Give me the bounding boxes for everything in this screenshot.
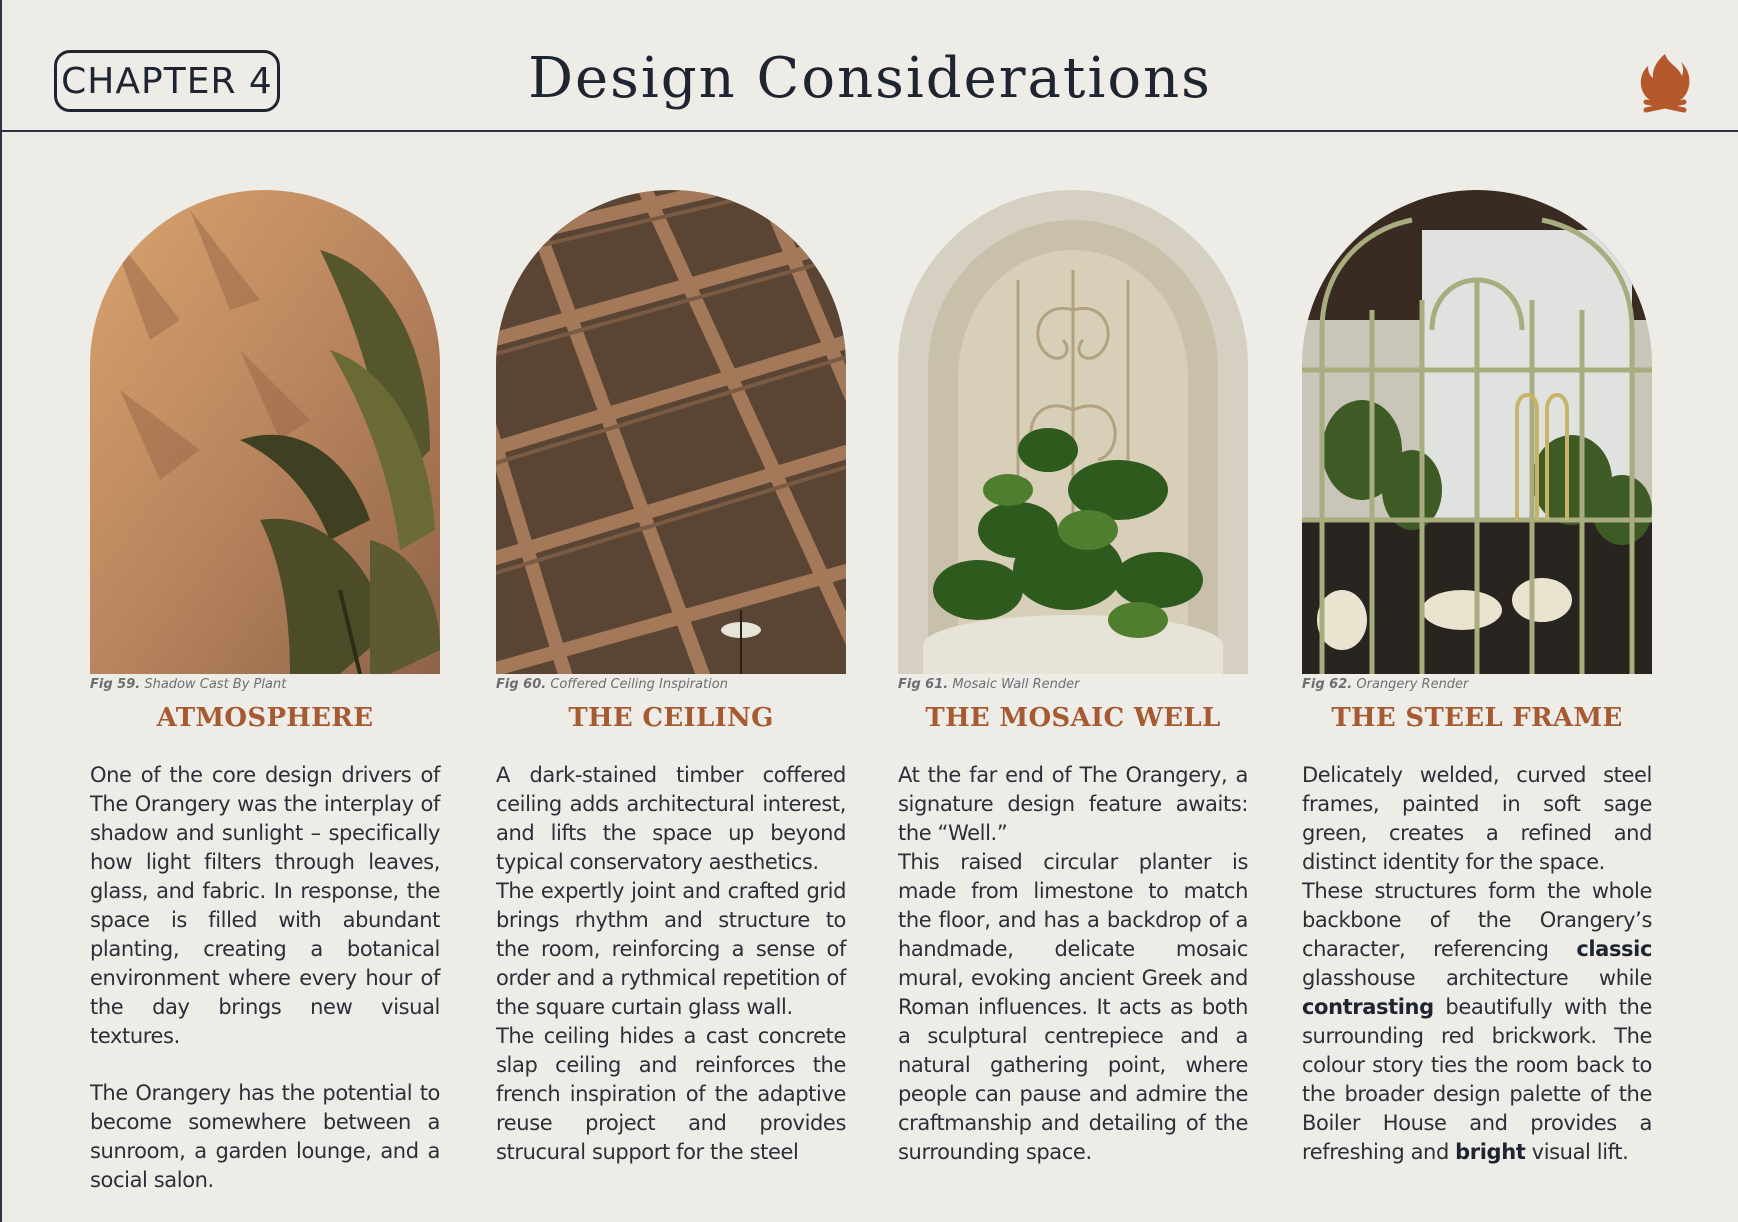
section-body — [90, 761, 440, 1195]
column-ceiling — [496, 190, 846, 1167]
section-heading: THE CEILING — [568, 703, 774, 733]
body-paragraph: The ceiling hides a cast concrete slap ceiling and reinforces the french inspiration of the adaptive reuse project and provides strucural support for the steel — [496, 1024, 846, 1164]
coffered-ceiling-image — [496, 190, 846, 674]
page-title: Design Considerations — [528, 46, 1212, 111]
body-paragraph: A dark-stained timber coffered ceiling adds architectural interest, and lifts the space up beyond typical conservatory aesthetics. — [496, 763, 846, 874]
body-paragraph: These structures form the whole backbone of the Orangery’s character, referencing classic glasshouse architecture while contrasting beautifully with the surrounding red brickwork. The colour story ties the room back to the broader design palette of the Boiler House and provides a refreshing and bright visual lift. — [1302, 879, 1652, 1164]
section-heading: ATMOSPHERE — [156, 703, 374, 733]
emphasis-classic: classic — [1576, 937, 1652, 961]
section-heading: THE MOSAIC WELL — [925, 703, 1221, 733]
figure-orangery-render — [1302, 190, 1652, 674]
section-body — [496, 761, 846, 1167]
header-divider — [0, 130, 1738, 132]
figure-shadow-plant — [90, 190, 440, 674]
section-heading: THE STEEL FRAME — [1331, 703, 1623, 733]
figure-mosaic-wall — [898, 190, 1248, 674]
figure-caption: Fig 60. Coffered Ceiling Inspiration — [496, 677, 728, 692]
column-atmosphere — [90, 190, 440, 1195]
flame-icon — [1638, 52, 1692, 114]
page-left-border — [0, 0, 2, 1222]
body-paragraph: The Orangery has the potential to become somewhere between a sunroom, a garden lounge, and a social salon. — [90, 1081, 440, 1192]
figure-caption: Fig 59. Shadow Cast By Plant — [90, 677, 287, 692]
figure-coffered-ceiling — [496, 190, 846, 674]
orangery-render-image — [1302, 190, 1652, 674]
emphasis-contrasting: contrasting — [1302, 995, 1434, 1019]
body-paragraph: One of the core design drivers of The Orangery was the interplay of shadow and sunlight – specifically how light filters through leaves, glass, and fabric. In response, the space is filled with abundant planting, creating a botanical environment where every hour of the day brings new visual textures. — [90, 763, 440, 1048]
body-paragraph: This raised circular planter is made from limestone to match the floor, and has a backdrop of a handmade, delicate mosaic mural, evoking ancient Greek and Roman influences. It acts as both a sculptural centrepiece and a natural gathering point, where people can pause and admire the craftmanship and detailing of the surrounding space. — [898, 850, 1248, 1164]
section-body — [898, 761, 1248, 1167]
body-paragraph: Delicately welded, curved steel frames, painted in soft sage green, creates a refined and distinct identity for the space. — [1302, 763, 1652, 874]
column-mosaic-well — [898, 190, 1248, 1167]
figure-caption: Fig 62. Orangery Render — [1302, 677, 1469, 692]
mosaic-wall-image — [898, 190, 1248, 674]
body-paragraph: At the far end of The Orangery, a signature design feature awaits: the “Well.” — [898, 763, 1248, 845]
shadow-plant-image — [90, 190, 440, 674]
column-steel-frame — [1302, 190, 1652, 1167]
section-body — [1302, 761, 1652, 1167]
figure-caption: Fig 61. Mosaic Wall Render — [898, 677, 1080, 692]
body-paragraph: The expertly joint and crafted grid brings rhythm and structure to the room, reinforcing a sense of order and a rythmical repetition of the square curtain glass wall. — [496, 879, 846, 1019]
page-header — [0, 0, 1738, 132]
emphasis-bright: bright — [1455, 1140, 1526, 1164]
chapter-badge: CHAPTER 4 — [54, 50, 280, 112]
